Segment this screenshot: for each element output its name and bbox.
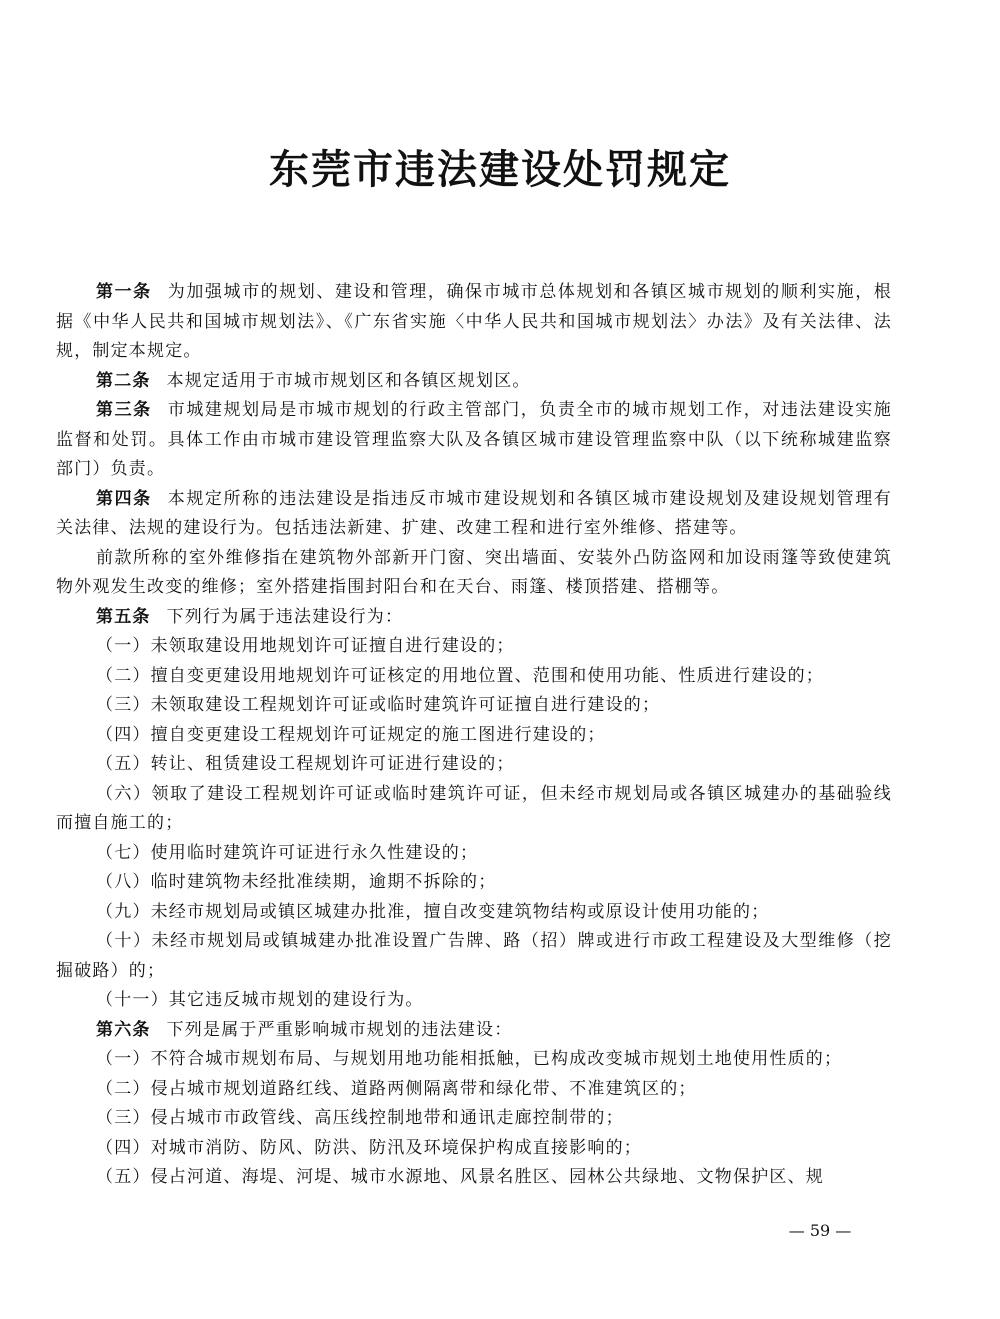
article-1-label: 第一条 (96, 282, 152, 302)
document-title: 东莞市违法建设处罚规定 (269, 146, 731, 193)
article-3-label: 第三条 (96, 400, 152, 420)
article-6-item: （三）侵占城市市政管线、高压线控制地带和通讯走廊控制带的； (96, 1108, 624, 1128)
article-5-item: （六）领取了建设工程规划许可证或临时建筑许可证，但未经市规划局或各镇区城建办的基础验线而擅自施工的； (56, 783, 892, 833)
article-6-label: 第六条 (96, 1019, 151, 1040)
article-5-item: （三）未领取建设工程规划许可证或临时建筑许可证擅自进行建设的； (96, 695, 661, 715)
article-5-item: （五）转让、租赁建设工程规划许可证进行建设的； (96, 754, 515, 774)
article-6-item: （五）侵占河道、海堤、河堤、城市水源地、风景名胜区、园林公共绿地、文物保护区、规 (96, 1167, 824, 1187)
article-2-text: 本规定适用于市城市规划区和各镇区规划区。 (166, 370, 531, 391)
article-5 (56, 603, 892, 633)
article-5-item: （一）未领取建设用地规划许可证擅自进行建设的； (96, 636, 515, 656)
article-4-label: 第四条 (96, 488, 152, 509)
document-body (56, 278, 892, 1193)
article-3 (56, 396, 892, 485)
article-5-item: （十一）其它违反城市规划的建设行为。 (96, 990, 424, 1010)
article-1 (56, 278, 892, 367)
article-6-text: 下列是属于严重影响城市规划的违法建设： (166, 1019, 513, 1040)
article-2-label: 第二条 (96, 370, 151, 391)
article-5-item: （十）未经市规划局或镇城建办批准设置广告牌、路（招）牌或进行市政工程建设及大型维修（挖掘破路）的； (56, 931, 892, 981)
article-5-item: （七）使用临时建筑许可证进行永久性建设的； (96, 842, 479, 863)
article-6 (56, 1016, 892, 1046)
page-number: — 59 — (788, 1221, 852, 1240)
article-3-text: 市城建规划局是市城市规划的行政主管部门，负责全市的城市规划工作，对违法建设实施监督和处罚。具体工作由市城市建设管理监察大队及各镇区城市建设管理监察中队（以下统称城建监察部门）负责。 (56, 400, 892, 479)
article-5-item: （四）擅自变更建设工程规划许可证规定的施工图进行建设的； (96, 724, 606, 745)
article-2 (56, 367, 892, 397)
article-1-text: 为加强城市的规划、建设和管理，确保市城市总体规划和各镇区城市规划的顺利实施，根据《中华人民共和国城市规划法》、《广东省实施〈中华人民共和国城市规划法〉办法》及有关法律、法规，制定本规定。 (56, 282, 892, 361)
article-4 (56, 485, 892, 544)
article-5-item: （八）临时建筑物未经批准续期，逾期不拆除的； (96, 872, 497, 892)
article-5-item: （二）擅自变更建设用地规划许可证核定的用地位置、范围和使用功能、性质进行建设的； (96, 665, 824, 686)
article-5-text: 下列行为属于违法建设行为： (166, 606, 404, 627)
article-5-label: 第五条 (96, 606, 151, 627)
article-6-item: （四）对城市消防、防风、防洪、防汛及环境保护构成直接影响的； (96, 1137, 642, 1158)
article-4-text: 本规定所称的违法建设是指违反市城市建设规划和各镇区城市建设规划及建设规划管理有关法律、法规的建设行为。包括违法新建、扩建、改建工程和进行室外维修、搭建等。 (56, 488, 892, 538)
article-6-item: （二）侵占城市规划道路红线、道路两侧隔离带和绿化带、不准建筑区的； (96, 1078, 697, 1099)
article-4-paragraph-2: 前款所称的室外维修指在建筑物外部新开门窗、突出墙面、安装外凸防盗网和加设雨篷等致使建筑物外观发生改变的维修；室外搭建指围封阳台和在天台、雨篷、楼顶搭建、搭棚等。 (56, 547, 892, 597)
article-6-item: （一）不符合城市规划布局、与规划用地功能相抵触，已构成改变城市规划土地使用性质的； (96, 1049, 843, 1069)
article-5-item: （九）未经市规划局或镇区城建办批准，擅自改变建筑物结构或原设计使用功能的； (96, 901, 770, 922)
